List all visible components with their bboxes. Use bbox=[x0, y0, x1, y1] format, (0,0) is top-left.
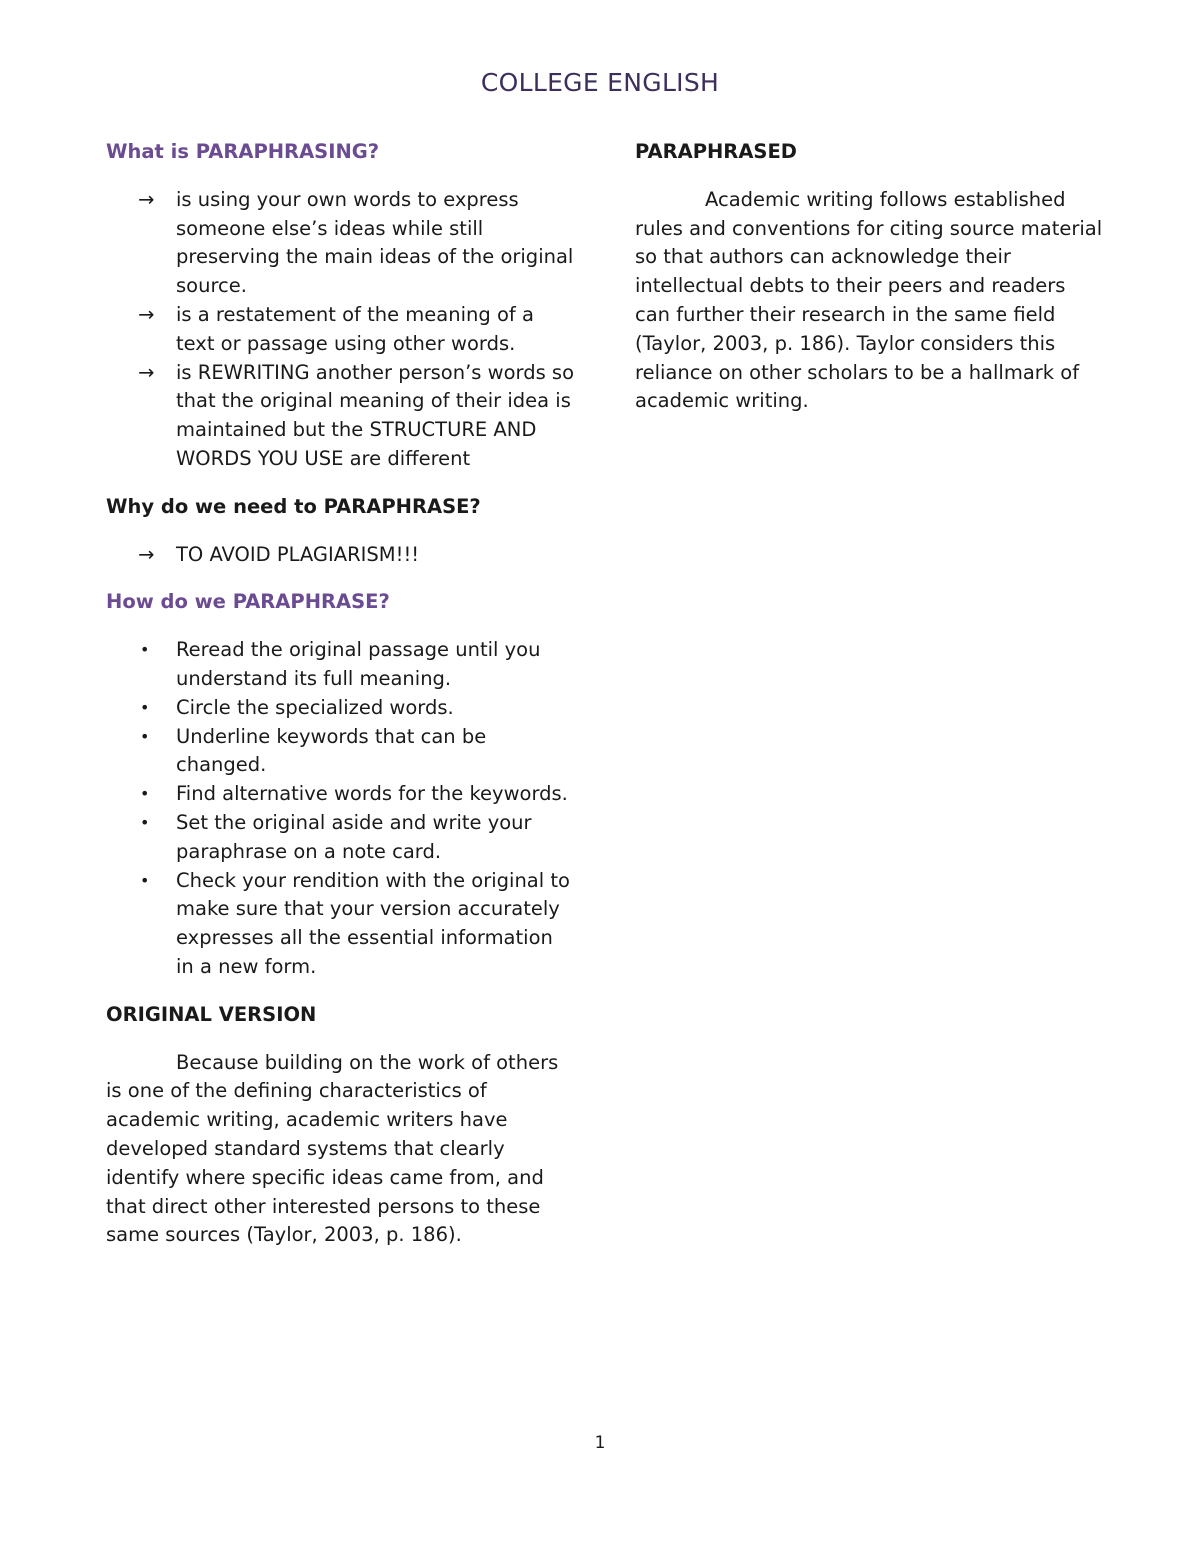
list-item: → is using your own words to express someone else’s ideas while still preserving the main ideas of the original source. bbox=[138, 187, 574, 298]
document-title: COLLEGE ENGLISH bbox=[480, 68, 720, 97]
bullet-icon: • bbox=[140, 812, 150, 832]
list-item: • Set the original aside and write your paraphrase on a note card. bbox=[140, 810, 532, 863]
steps-list bbox=[106, 636, 576, 982]
list-item: → TO AVOID PLAGIARISM!!! bbox=[106, 541, 576, 570]
left-column bbox=[106, 138, 576, 1250]
original-passage: Because building on the work of others is one of the defining characteristics of academic writing, academic writers have developed standard systems that clearly identify where specific ideas came from, and that direct other interested persons to these same sources (Taylor, 2003, p. 186). bbox=[106, 1050, 559, 1247]
list-item: → is REWRITING another person’s words so that the original meaning of their idea is maintained but the STRUCTURE AND WORDS YOU USE are different bbox=[138, 360, 575, 470]
arrow-icon: → bbox=[138, 542, 155, 566]
list-item: • Check your rendition with the original to make sure that your version accurately expresses all the essential information in a new form. bbox=[140, 868, 570, 978]
bullet-icon: • bbox=[140, 726, 150, 746]
arrow-icon: → bbox=[138, 187, 155, 211]
list-item: • Underline keywords that can be changed. bbox=[140, 724, 487, 777]
arrow-icon: → bbox=[138, 360, 155, 384]
arrow-icon: → bbox=[138, 302, 155, 326]
list-item: • Reread the original passage until you understand its full meaning. bbox=[140, 638, 541, 690]
heading-original-version: ORIGINAL VERSION bbox=[106, 1002, 317, 1026]
list-item: → is a restatement of the meaning of a text or passage using other words. bbox=[138, 302, 534, 355]
bullet-icon: • bbox=[140, 640, 150, 660]
page-number: 1 bbox=[594, 1433, 606, 1453]
heading-how-paraphrase: How do we PARAPHRASE? bbox=[106, 590, 390, 614]
bullet-icon: • bbox=[140, 784, 150, 804]
paraphrased-passage: Academic writing follows established rules and conventions for citing source material so that authors can acknowledge their intellectual debts to their peers and readers can further their research in the same field (Taylor, 2003, p. 186). Taylor considers this reliance on other scholars to be a hallmark of academic writing. bbox=[635, 187, 1103, 413]
heading-paraphrased: PARAPHRASED bbox=[635, 140, 797, 163]
bullet-icon: • bbox=[140, 870, 150, 890]
heading-what-is-paraphrasing: What is PARAPHRASING? bbox=[106, 140, 380, 163]
definition-list bbox=[106, 186, 576, 474]
list-item: • Find alternative words for the keywords. bbox=[106, 780, 576, 809]
heading-why-paraphrase: Why do we need to PARAPHRASE? bbox=[106, 494, 481, 518]
list-item: • Circle the specialized words. bbox=[106, 694, 576, 723]
right-column bbox=[635, 138, 1105, 416]
reason-list bbox=[106, 541, 576, 570]
bullet-icon: • bbox=[140, 697, 150, 717]
